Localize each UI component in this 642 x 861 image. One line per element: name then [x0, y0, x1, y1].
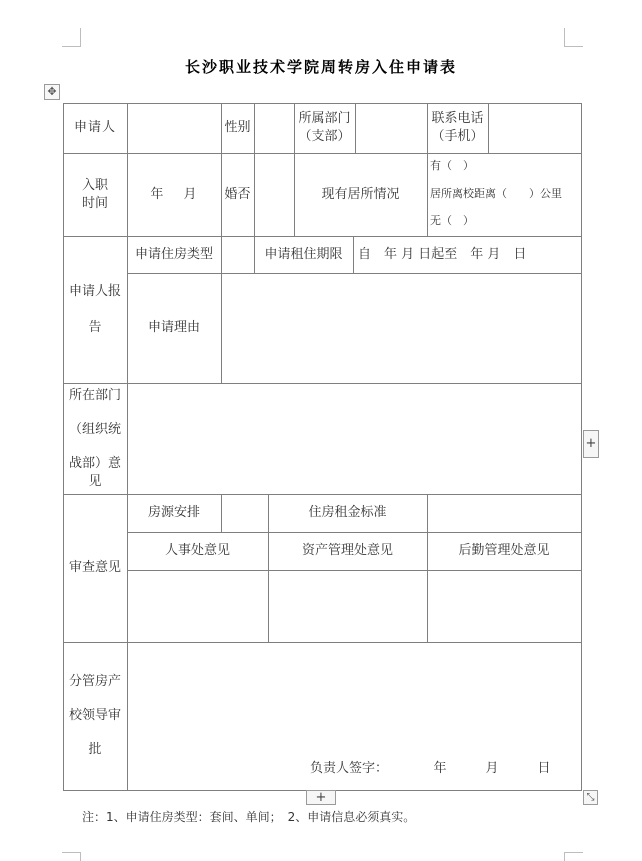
- married-value[interactable]: [254, 153, 294, 236]
- hr-opinion-value[interactable]: [127, 570, 268, 642]
- rent-standard-label: 住房租金标准: [308, 505, 387, 520]
- crop-mark-top-right: [564, 28, 583, 47]
- lease-term-label: 申请租住期限: [264, 246, 343, 262]
- residence-has-option[interactable]: 有（ ）: [430, 159, 474, 172]
- department-opinion-value[interactable]: [127, 383, 581, 494]
- department-opinion-label: [63, 383, 127, 494]
- residence-distance-field[interactable]: 居所离校距离（ ）公里: [430, 187, 562, 200]
- add-row-button[interactable]: +: [306, 790, 336, 805]
- department-opinion-label-line2: （组织统: [68, 421, 121, 437]
- department-label-line1: 所属部门: [298, 111, 351, 126]
- department-value[interactable]: [355, 103, 427, 153]
- phone-value[interactable]: [488, 103, 581, 153]
- married-label: 婚否: [224, 186, 251, 202]
- applicant-report-label-line1: 申请人报: [68, 283, 121, 299]
- applicant-value[interactable]: [127, 103, 221, 153]
- logistics-opinion-label: 后勤管理处意见: [458, 543, 550, 558]
- hire-date-label: [63, 153, 127, 236]
- leader-approval-label-line2: 校领导审: [68, 708, 121, 723]
- housing-source-label: 房源安排: [147, 505, 200, 520]
- hire-date-label-line1: 入职: [81, 177, 108, 193]
- residence-label: 现有居所情况: [321, 186, 400, 202]
- add-column-button[interactable]: +: [583, 430, 599, 458]
- phone-label-line1: 联系电话: [431, 111, 484, 126]
- table-resize-handle-icon[interactable]: ⤡: [583, 790, 598, 805]
- asset-opinion-label: 资产管理处意见: [301, 543, 393, 558]
- leader-approval-label: [63, 642, 127, 790]
- gender-value[interactable]: [254, 103, 294, 153]
- reason-label: 申请理由: [147, 320, 200, 335]
- housing-type-value[interactable]: [221, 236, 254, 273]
- applicant-label: 申请人: [73, 120, 116, 135]
- department-label: [294, 103, 355, 153]
- phone-label-line2: （手机）: [431, 129, 484, 144]
- department-label-line2: （支部）: [298, 129, 351, 144]
- leader-approval-value[interactable]: [127, 642, 581, 752]
- department-opinion-label-line1: 所在部门: [68, 387, 121, 403]
- logistics-opinion-value[interactable]: [427, 570, 581, 642]
- review-label: 审查意见: [68, 560, 121, 575]
- hire-date-label-line2: 时间: [81, 195, 108, 211]
- residence-none-option[interactable]: 无（ ）: [430, 214, 474, 227]
- signature-line[interactable]: 负责人签字： 年 月 日: [310, 761, 551, 776]
- crop-mark-top-left: [62, 28, 81, 47]
- department-opinion-label-line3: 战部）意见: [68, 455, 121, 489]
- hire-date-value[interactable]: 年 月: [150, 186, 198, 202]
- table-move-handle-icon[interactable]: ✥: [44, 84, 60, 100]
- footnote: 注：1、申请住房类型：套间、单间； 2、申请信息必须真实。: [82, 810, 416, 824]
- housing-type-label: 申请住房类型: [134, 246, 213, 262]
- reason-value[interactable]: [221, 273, 581, 383]
- phone-label: [427, 103, 488, 153]
- lease-term-value[interactable]: 自 年 月 日起至 年 月 日: [358, 246, 527, 262]
- hr-opinion-label: 人事处意见: [164, 543, 230, 558]
- leader-approval-label-line1: 分管房产: [68, 674, 121, 689]
- applicant-report-label-line2: 告: [88, 319, 102, 335]
- asset-opinion-value[interactable]: [268, 570, 427, 642]
- gender-label: 性别: [224, 120, 251, 135]
- rent-standard-value[interactable]: [427, 494, 581, 532]
- housing-source-value[interactable]: [221, 494, 268, 532]
- leader-approval-label-line3: 批: [88, 742, 102, 757]
- page-title: 长沙职业技术学院周转房入住申请表: [184, 58, 457, 76]
- applicant-report-label: [63, 236, 127, 383]
